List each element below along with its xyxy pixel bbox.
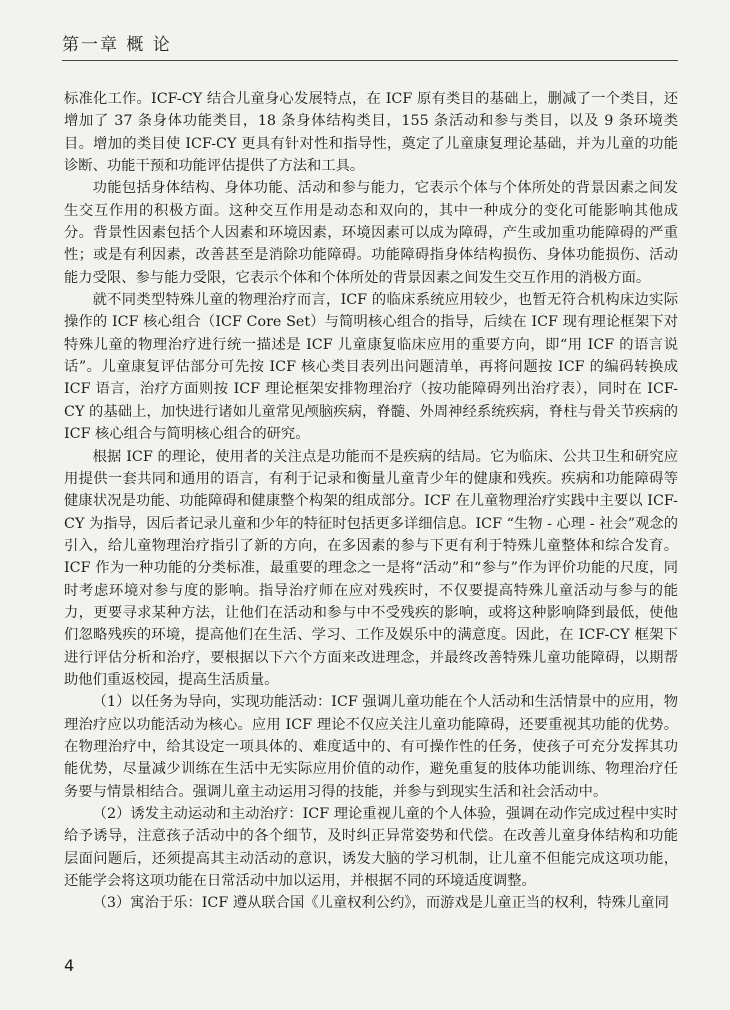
paragraph-5: （1）以任务为导向，实现功能活动：ICF 强调儿童功能在个人活动和生活情景中的应用，物理治疗应以功能活动为核心。应用 ICF 理论不仅应关注儿童功能障碍，还要重视其功能的优势。在物理治疗中，给其设定一项具体的、难度适中的、有可操作性的任务，使孩子可充分发挥其功能优势，尽量减少训练在生活中无实际应用价值的动作，避免重复的肢体功能训练、物理治疗任务要与情景相结合。强调儿童主动运用习得的技能，并参与到现实生活和社会活动中。 <box>64 694 678 800</box>
paragraph-7: （3）寓治于乐：ICF 遵从联合国《儿童权利公约》，而游戏是儿童正当的权利，特殊儿童同 <box>92 895 669 912</box>
header-divider <box>62 60 678 61</box>
paragraph-2: 功能包括身体结构、身体功能、活动和参与能力，它表示个体与个体所处的背景因素之间发生交互作用的积极方面。这种交互作用是动态和双向的，其中一种成分的变化可能影响其他成分。背景性因素包括个人因素和环境因素，环境因素可以成为障碍，产生或加重功能障碍的严重性；或是有利因素，改善甚至是消除功能障碍。功能障碍指身体结构损伤、身体功能损伤、活动能力受限、参与能力受限，它表示个体和个体所处的背景因素之间发生交互作用的消极方面。 <box>64 180 678 286</box>
paragraph-6: （2）诱发主动运动和主动治疗：ICF 理论重视儿童的个人体验，强调在动作完成过程中实时给予诱导，注意孩子活动中的各个细节，及时纠正异常姿势和代偿。在改善儿童身体结构和功能层面问题后，还须提高其主动活动的意识，诱发大脑的学习机制，让儿童不但能完成这项功能，还能学会将这项功能在日常活动中加以运用，并根据不同的环境适度调整。 <box>64 806 678 890</box>
running-header: 第一章 概 论 <box>62 35 172 55</box>
paragraph-1: 标准化工作。ICF-CY 结合儿童身心发展特点，在 ICF 原有类目的基础上，删减了一个类目，还增加了 37 条身体功能类目，18 条身体结构类目，155 条活动和参与类目，以及 9 条环境类目。增加的类目使 ICF-CY 更具有针对性和指导性，奠定了儿童康复理论基础，并为儿童的功能诊断、功能干预和功能评估提供了方法和工具。 <box>64 91 678 175</box>
paragraph-3: 就不同类型特殊儿童的物理治疗而言，ICF 的临床系统应用较少，也暂无符合机构床边实际操作的 ICF 核心组合（ICF Core Set）与简明核心组合的指导，后续在 ICF 现有理论框架下对特殊儿童的物理治疗进行统一描述是 ICF 儿童康复临床应用的重要方向，即“用 ICF 的语言说话”。儿童康复评估部分可先按 ICF 核心类目表列出问题清单，再将问题按 ICF 的编码转换成 ICF 语言，治疗方面则按 ICF 理论框架安排物理治疗（按功能障碍列出治疗表），同时在 ICF-CY 的基础上，加快进行诸如儿童常见颅脑疾病，脊髓、外周神经系统疾病，脊柱与骨关节疾病的 ICF 核心组合与简明核心组合的研究。 <box>64 292 678 443</box>
body-text <box>64 88 678 915</box>
page-number: 4 <box>64 956 75 975</box>
paragraph-4: 根据 ICF 的理论，使用者的关注点是功能而不是疾病的结局。它为临床、公共卫生和研究应用提供一套共同和通用的语言，有利于记录和衡量儿童青少年的健康和残疾。疾病和功能障碍等健康状况是功能、功能障碍和健康整个构架的组成部分。ICF 在儿童物理治疗实践中主要以 ICF-CY 为指导，因后者记录儿童和少年的特征时包括更多详细信息。ICF “生物 - 心理 - 社会”观念的引入，给儿童物理治疗指引了新的方向，在多因素的参与下更有利于特殊儿童整体和综合发育。ICF 作为一种功能的分类标准，最重要的理念之一是将“活动”和“参与”作为评价功能的尺度，同时考虑环境对参与度的影响。指导治疗师在应对残疾时，不仅要提高特殊儿童活动与参与的能力，更要寻求某种方法，让他们在活动和参与中不受残疾的影响，或将这种影响降到最低，使他们忽略残疾的环境，提高他们在生活、学习、工作及娱乐中的满意度。因此，在 ICF-CY 框架下进行评估分析和治疗，要根据以下六个方面来改进理念，并最终改善特殊儿童功能障碍，以期帮助他们重返校园，提高生活质量。 <box>64 448 678 688</box>
